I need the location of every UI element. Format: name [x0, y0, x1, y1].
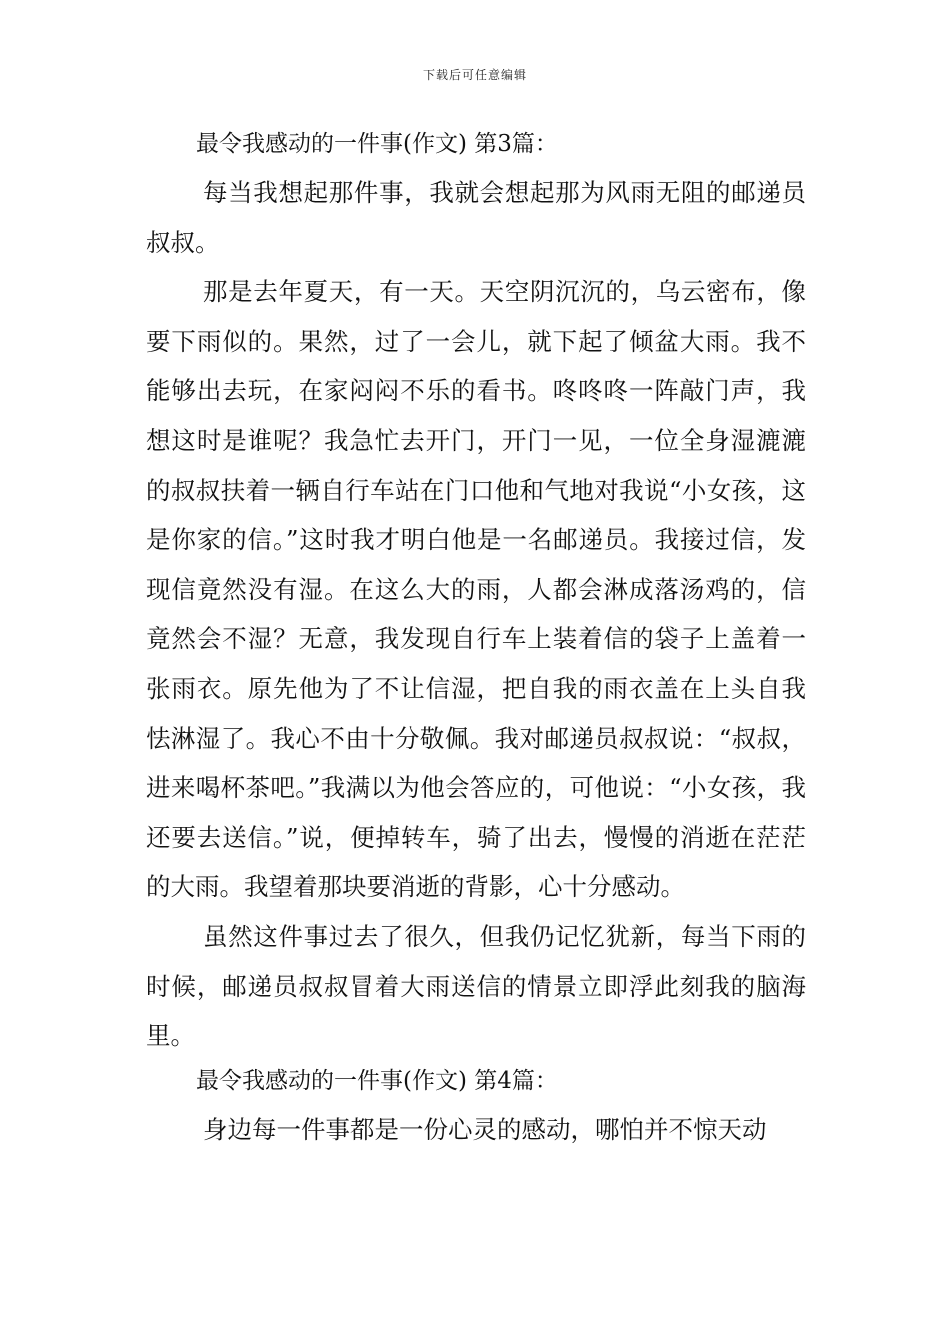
- document-body: [146, 130, 806, 1154]
- section-3: [146, 130, 806, 1061]
- paragraph: 每当我想起那件事，我就会想起那为风雨无阻的邮递员叔叔。: [146, 178, 806, 257]
- paragraph: 身边每一件事都是一份心灵的感动，哪怕并不惊天动: [203, 1114, 767, 1144]
- header-note: 下载后可任意编辑: [422, 68, 527, 82]
- section-4: [146, 1067, 806, 1155]
- paragraph: 那是去年夏天，有一天。天空阴沉沉的，乌云密布，像要下雨似的。果然，过了一会儿，就下起了倾盆大雨。我不能够出去玩，在家闷闷不乐的看书。咚咚咚一阵敲门声，我想这时是谁呢？我急忙去开门，开门一见，一位全身湿漉漉的叔叔扶着一辆自行车站在门口他和气地对我说“小女孩，这是你家的信。”这时我才明白他是一名邮递员。我接过信，发现信竟然没有湿。在这么大的雨，人都会淋成落汤鸡的，信竟然会不湿？无意，我发现自行车上装着信的袋子上盖着一张雨衣。原先他为了不让信湿，把自我的雨衣盖在上头自我怯淋湿了。我心不由十分敬佩。我对邮递员叔叔说：“叔叔，进来喝杯茶吧。”我满以为他会答应的，可他说：“小女孩，我还要去送信。”说，便掉转车，骑了出去，慢慢的消逝在茫茫的大雨。我望着那块要消逝的背影，心十分感动。: [146, 277, 806, 902]
- paragraph: 虽然这件事过去了很久，但我仍记忆犹新，每当下雨的时候，邮递员叔叔冒着大雨送信的情景立即浮此刻我的脑海里。: [146, 921, 806, 1051]
- section-heading: 最令我感动的一件事(作文) 第4篇：: [196, 1067, 558, 1094]
- section-heading: 最令我感动的一件事(作文) 第3篇：: [196, 131, 558, 157]
